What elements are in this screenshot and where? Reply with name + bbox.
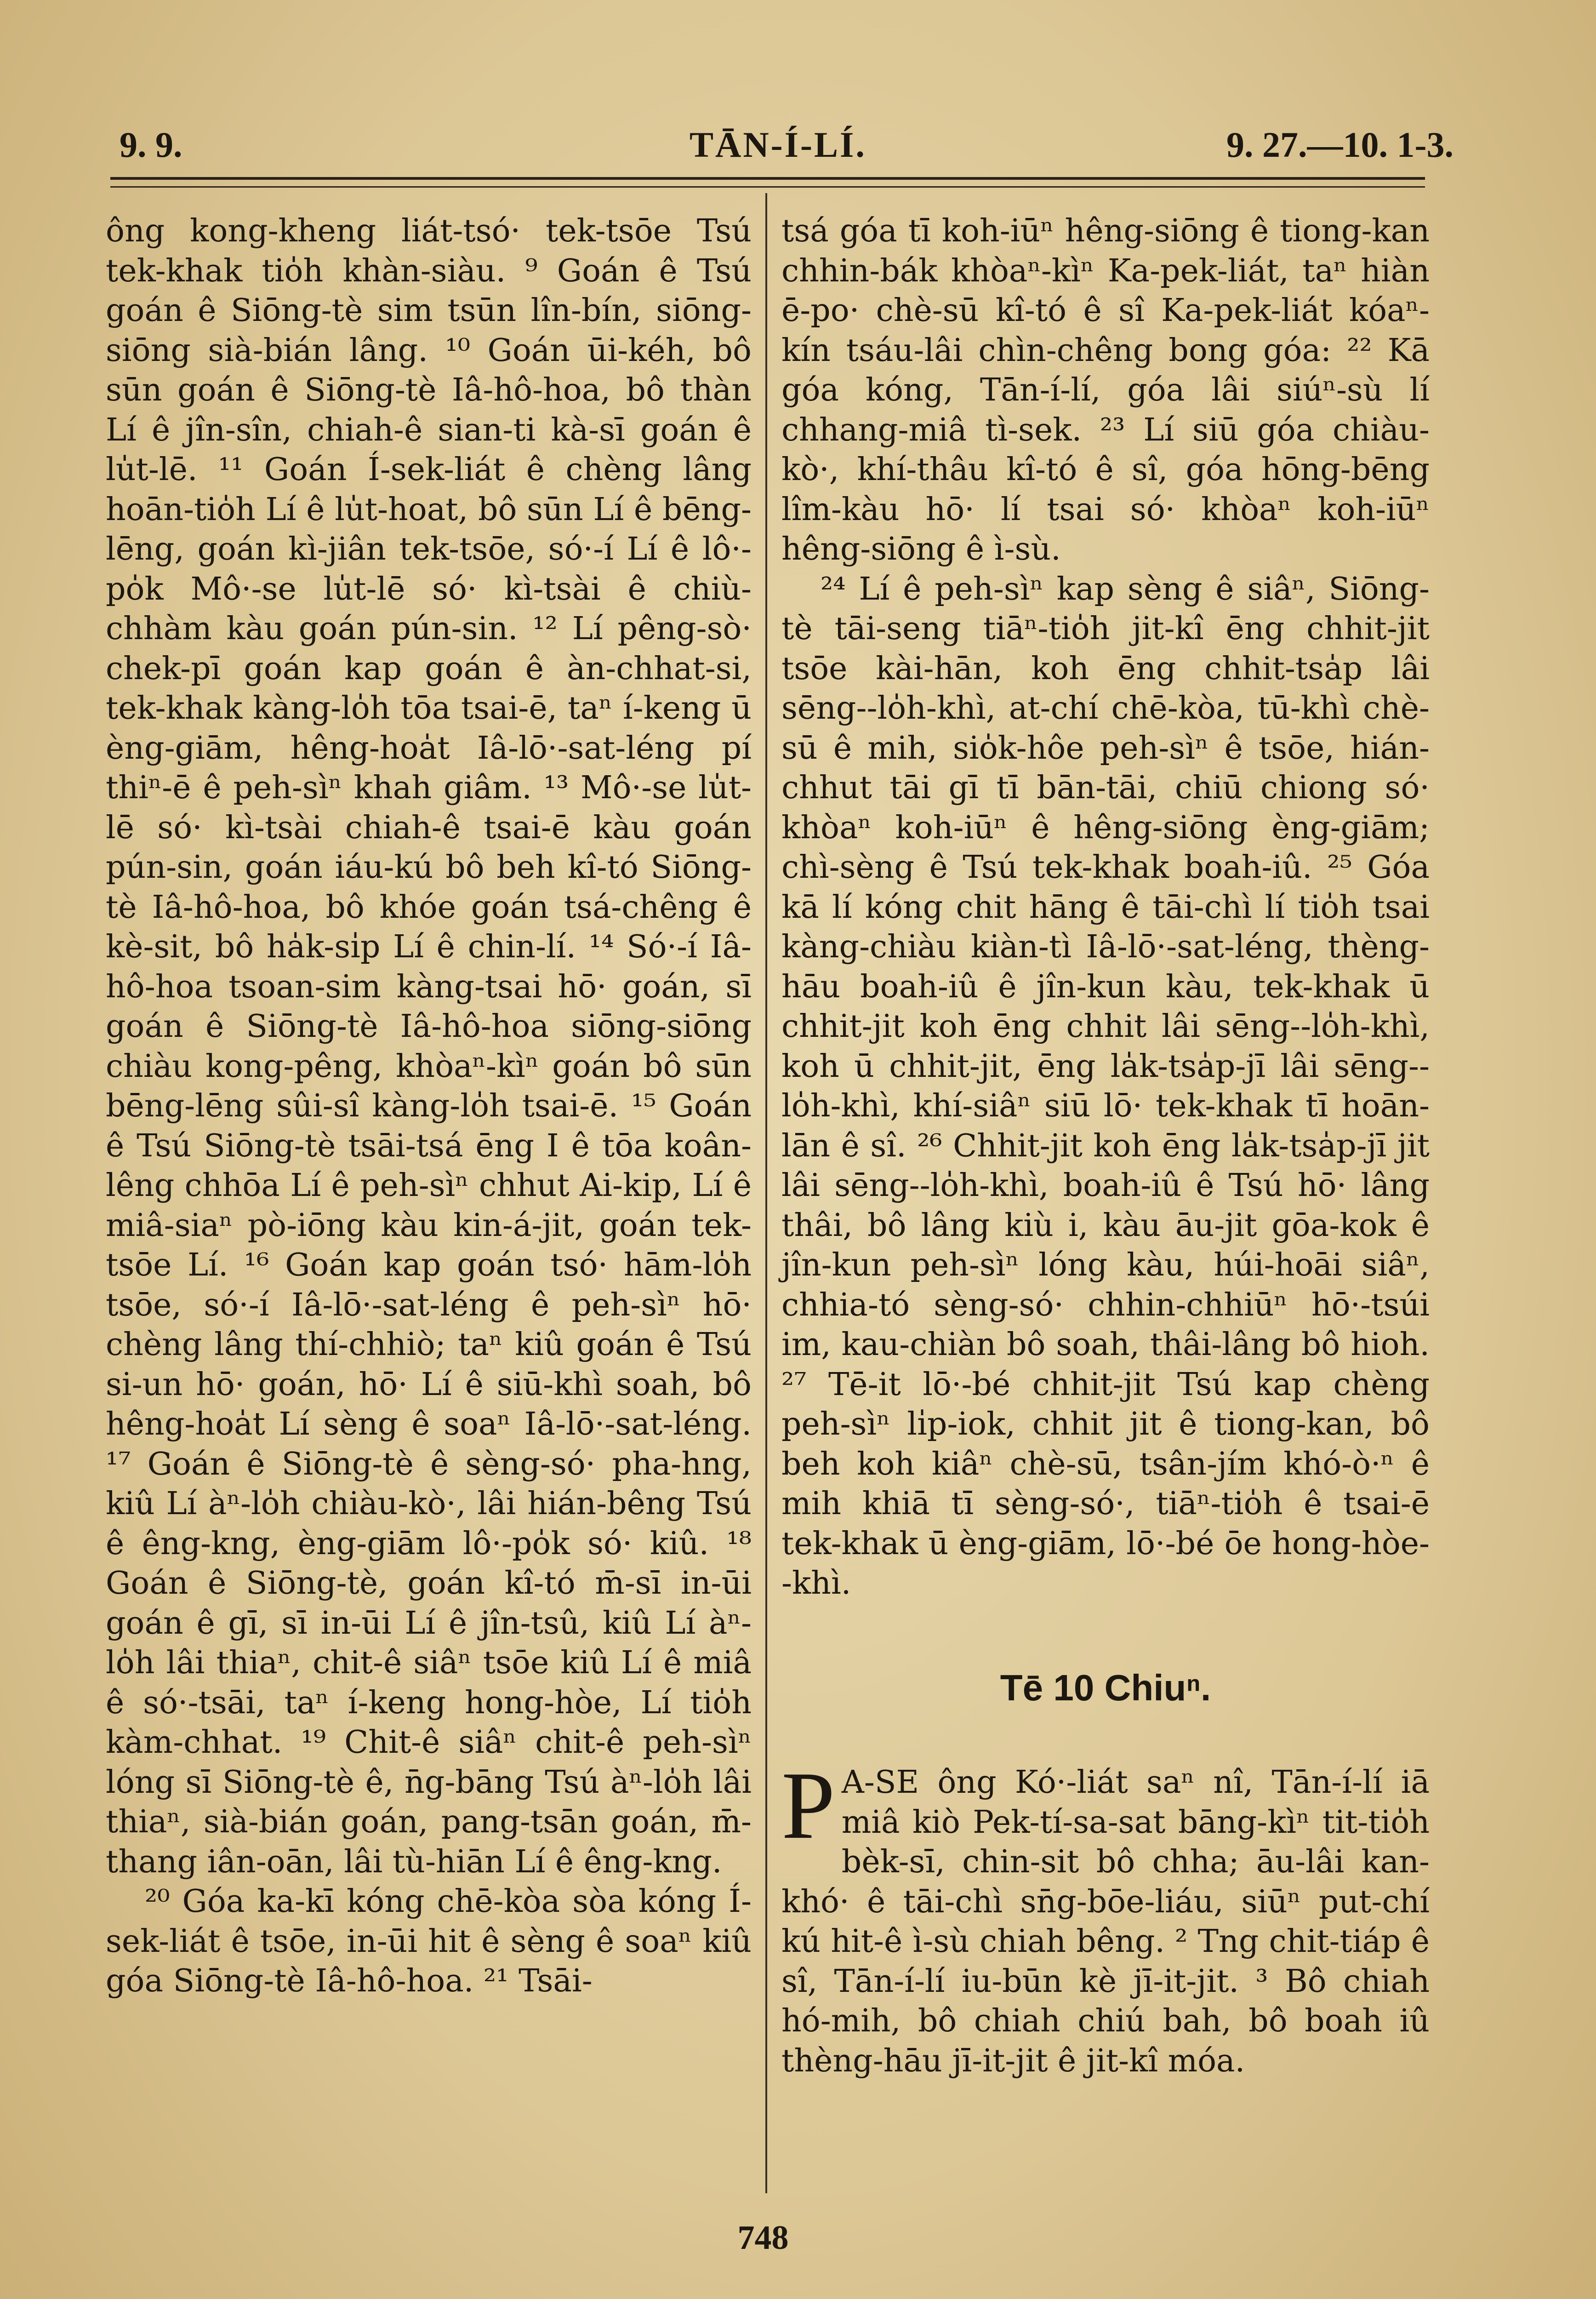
page-number: 748 xyxy=(737,2219,789,2257)
header-book-title: TĀN-Í-LÍ. xyxy=(690,125,866,165)
header-rule xyxy=(110,177,1425,180)
left-column xyxy=(106,212,752,2002)
running-head xyxy=(106,115,1458,166)
chapter-opening-paragraph xyxy=(781,1752,1430,2081)
left-column-paragraph-1: ông kong-kheng liát-tsó· tek-tsōe Tsú tek-khak tio̍h khàn-siàu. ⁹ Goán ê Tsú goán ê Siōng-tè sim tsūn lîn-bín, siōng-siōng sià-bián lâng. ¹⁰ Goán ūi-kéh, bô sūn goán ê Siōng-tè Iâ-hô-hoa, bô thàn Lí ê jîn-sîn, chiah-ê sian-ti kà-sī goán ê lu̍t-lē. ¹¹ Goán Í-sek-liát ê chèng lâng hoān-tio̍h Lí ê lu̍t-hoat, bô sūn Lí ê bēng-lēng, goán kì-jiân tek-tsōe, só·-í Lí ê lô·-po̍k Mô·-se lu̍t-lē só· kì-tsài ê chiù-chhàm kàu goán pún-sin. ¹² Lí pêng-sò· chek-pī goán kap goán ê àn-chhat-si, tek-khak kàng-lo̍h tōa tsai-ē, taⁿ í-keng ū èng-giām, hêng-hoa̍t Iâ-lō·-sat-léng pí thiⁿ-ē ê peh-sìⁿ khah giâm. ¹³ Mô·-se lu̍t-lē só· kì-tsài chiah-ê tsai-ē kàu goán pún-sin, goán iáu-kú bô beh kî-tó Siōng-tè Iâ-hô-hoa, bô khóe goán tsá-chêng ê kè-sit, bô ha̍k-si̍p Lí ê chin-lí. ¹⁴ Só·-í Iâ-hô-hoa tsoan-sim kàng-tsai hō· goán, sī goán ê Siōng-tè Iâ-hô-hoa siōng-siōng chiàu kong-pêng, khòaⁿ-kìⁿ goán bô sūn bēng-lēng sûi-sî kàng-lo̍h tsai-ē. ¹⁵ Goán ê Tsú Siōng-tè tsāi-tsá ēng I ê tōa koân-lêng chhōa Lí ê peh-sìⁿ chhut Ai-kip, Lí ê miâ-siaⁿ pò-iōng kàu kin-á-jit, goán tek-tsōe Lí. ¹⁶ Goán kap goán tsó· hām-lo̍h tsōe, só·-í Iâ-lō·-sat-léng ê peh-sìⁿ hō· chèng lâng thí-chhiò; taⁿ kiû goán ê Tsú si-un hō· goán, hō· Lí ê siū-khì soah, bô hêng-hoa̍t Lí sèng ê soaⁿ Iâ-lō·-sat-léng. ¹⁷ Goán ê Siōng-tè ê sèng-só· pha-hng, kiû Lí àⁿ-lo̍h chiàu-kò·, lâi hián-bêng Tsú ê êng-kng, èng-giām lô·-po̍k só· kiû. ¹⁸ Goán ê Siōng-tè, goán kî-tó m̄-sī in-ūi goán ê gī, sī in-ūi Lí ê jîn-tsû, kiû Lí àⁿ-lo̍h lâi thiaⁿ, chit-ê siâⁿ tsōe kiû Lí ê miâ ê só·-tsāi, taⁿ í-keng hong-hòe, Lí tio̍h kàm-chhat. ¹⁹ Chit-ê siâⁿ chit-ê peh-sìⁿ lóng sī Siōng-tè ê, n̄g-bāng Tsú àⁿ-lo̍h lâi thiaⁿ, sià-bián goán, pang-tsān goán, m̄-thang iân-oān, lâi tù-hiān Lí ê êng-kng. xyxy=(106,213,752,1880)
right-column xyxy=(781,212,1430,2081)
left-column-paragraph-2: ²⁰ Góa ka-kī kóng chē-kòa sòa kóng Í-sek-liát ê tsōe, in-ūi hit ê sèng ê soaⁿ kiû góa Siōng-tè Iâ-hô-hoa. ²¹ Tsāi- xyxy=(106,1883,752,1999)
right-column-paragraph-1: tsá góa tī koh-iūⁿ hêng-siōng ê tiong-kan chhin-bák khòaⁿ-kìⁿ Ka-pek-liát, taⁿ hiàn ē-po· chè-sū kî-tó ê sî Ka-pek-liát kóaⁿ-kín tsáu-lâi chìn-chêng bong góa: ²² Kā góa kóng, Tān-í-lí, góa lâi siúⁿ-sù lí chhang-miâ tì-sek. ²³ Lí siū góa chiàu-kò·, khí-thâu kî-tó ê sî, góa hōng-bēng lîm-kàu hō· lí tsai só· khòaⁿ koh-iūⁿ hêng-siōng ê ì-sù. xyxy=(781,213,1430,567)
header-right-reference: 9. 27.—10. 1-3. xyxy=(1226,125,1454,165)
drop-cap: P xyxy=(781,1752,835,1859)
header-left-reference: 9. 9. xyxy=(120,125,182,165)
header-rule-thin xyxy=(110,186,1425,188)
right-column-paragraph-2: ²⁴ Lí ê peh-sìⁿ kap sèng ê siâⁿ, Siōng-tè tāi-seng tiāⁿ-tio̍h jit-kî ēng chhit-jit tsōe kài-hān, koh ēng chhit-tsa̍p lâi sēng--lo̍h-khì, at-chí chē-kòa, tū-khì chè-sū ê mih, sio̍k-hôe peh-sìⁿ ê tsōe, hián-chhut tāi gī tī bān-tāi, chiū chiong só· khòaⁿ koh-iūⁿ ê hêng-siōng èng-giām; chì-sèng ê Tsú tek-khak boah-iû. ²⁵ Góa kā lí kóng chit hāng ê tāi-chì lí tio̍h tsai kàng-chiàu kiàn-tì Iâ-lō·-sat-léng, thèng-hāu boah-iû ê jîn-kun kàu, tek-khak ū chhit-jit koh ēng chhit lâi sēng--lo̍h-khì, koh ū chhit-jit, ēng la̍k-tsa̍p-jī lâi sēng--lo̍h-khì, khí-siâⁿ siū lō· tek-khak tī hoān-lān ê sî. ²⁶ Chhit-jit koh ēng la̍k-tsa̍p-jī jit lâi sēng--lo̍h-khì, boah-iû ê Tsú hō· lâng thâi, bô lâng kiù i, kàu āu-jit gōa-kok ê jîn-kun peh-sìⁿ lóng kàu, húi-hoāi siâⁿ, chhia-tó sèng-só· chhin-chhiūⁿ hō·-tsúi im, kau-chiàn bô soah, thâi-lâng bô hioh. ²⁷ Tē-it lō·-bé chhit-jit Tsú kap chèng peh-sìⁿ li̍p-iok, chhit jit ê tiong-kan, bô beh koh kiâⁿ chè-sū, tsân-jím khó-ò·ⁿ ê mih khiā tī sèng-só·, tiāⁿ-tio̍h ê tsai-ē tek-khak ū èng-giām, lō·-bé ōe hong-hòe--khì. xyxy=(781,571,1430,1601)
chapter-heading: Tē 10 Chiuⁿ. xyxy=(1000,1667,1211,1708)
column-divider xyxy=(765,193,767,2193)
chapter-opening-text: A-SE ông Kó·-liát saⁿ nî, Tān-í-lí iā miâ kiò Pek-tí-sa-sat bāng-kìⁿ tit-tio̍h bèk-sī, chin-sit bô chha; āu-lâi kan-khó· ê tāi-chì sn̄g-bōe-liáu, siūⁿ put-chí kú hit-ê ì-sù chiah bêng. ² Tng chit-tiáp ê sî, Tān-í-lí iu-būn kè jī-it-jit. ³ Bô chiah hó-mih, bô chiah chiú bah, bô boah iû thèng-hāu jī-it-jit ê jit-kî móa. xyxy=(781,1764,1430,2079)
